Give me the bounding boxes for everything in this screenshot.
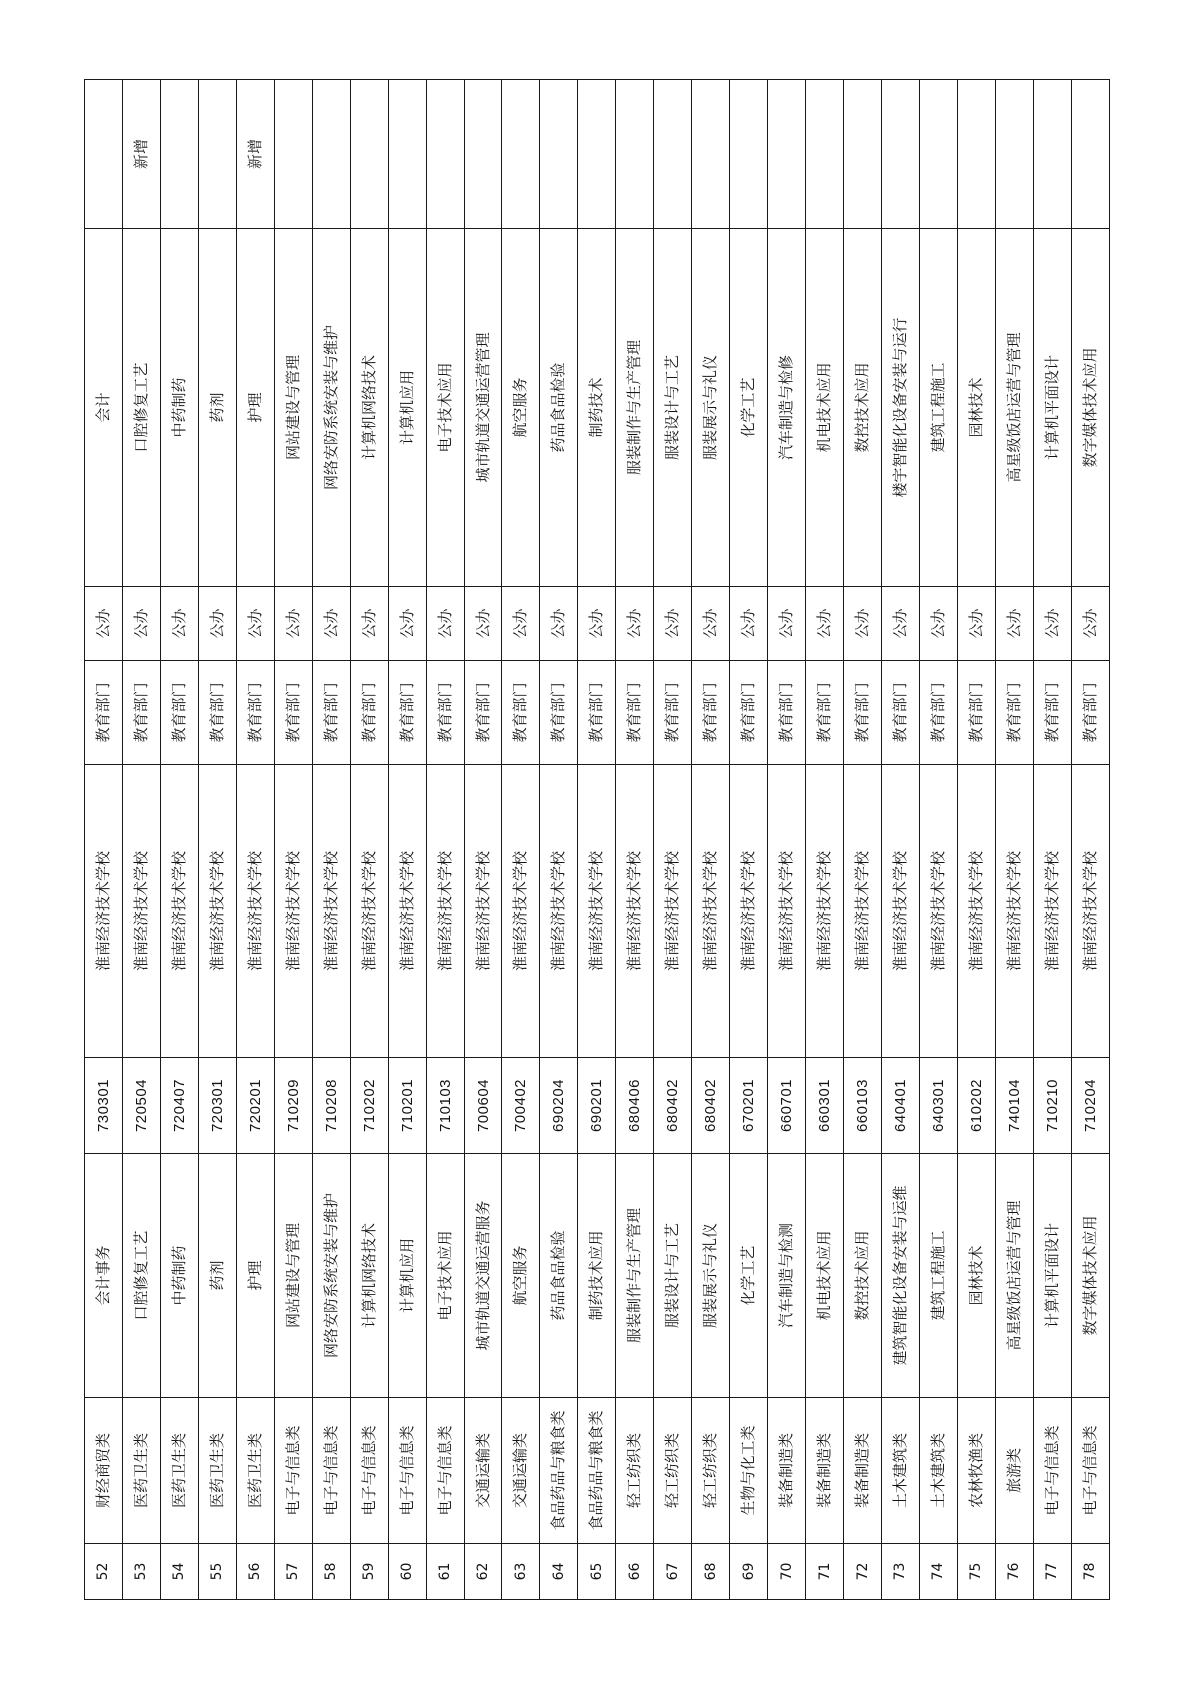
major-name-cell: 护理 [236, 1154, 274, 1398]
category-cell: 交通运输类 [464, 1398, 502, 1544]
table-row [919, 80, 957, 1600]
table-row [236, 80, 274, 1600]
major-name-cell: 制药技术应用 [578, 1154, 616, 1398]
note-cell [957, 80, 995, 229]
note-cell [198, 80, 236, 229]
major-code-cell: 680402 [654, 1058, 692, 1154]
table-row [844, 80, 882, 1600]
major-name-cell: 园林技术 [957, 1154, 995, 1398]
major-code-cell: 660301 [806, 1058, 844, 1154]
row-number: 57 [274, 1544, 312, 1600]
major-name-cell: 建筑智能化设备安装与运维 [882, 1154, 920, 1398]
school-nature-cell: 公办 [882, 587, 920, 661]
higher-major-cell: 制药技术 [578, 229, 616, 587]
note-cell [312, 80, 350, 229]
higher-major-cell: 计算机网络技术 [350, 229, 388, 587]
major-name-cell: 药品食品检验 [540, 1154, 578, 1398]
major-name-cell: 计算机平面设计 [1033, 1154, 1071, 1398]
row-number: 72 [844, 1544, 882, 1600]
note-cell [160, 80, 198, 229]
note-cell [995, 80, 1033, 229]
major-code-cell: 610202 [957, 1058, 995, 1154]
row-number: 71 [806, 1544, 844, 1600]
major-name-cell: 药剂 [198, 1154, 236, 1398]
higher-major-cell: 数控技术应用 [844, 229, 882, 587]
note-cell [919, 80, 957, 229]
category-cell: 医药卫生类 [236, 1398, 274, 1544]
category-cell: 电子与信息类 [312, 1398, 350, 1544]
school-nature-cell: 公办 [1071, 587, 1109, 661]
table-row [540, 80, 578, 1600]
school-nature-cell: 公办 [919, 587, 957, 661]
category-cell: 轻工纺织类 [616, 1398, 654, 1544]
category-cell: 食品药品与粮食类 [540, 1398, 578, 1544]
major-name-cell: 计算机应用 [388, 1154, 426, 1398]
row-number: 70 [768, 1544, 806, 1600]
major-table [84, 79, 1110, 1600]
category-cell: 医药卫生类 [198, 1398, 236, 1544]
higher-major-cell: 机电技术应用 [806, 229, 844, 587]
school-name-cell: 淮南经济技术学校 [730, 765, 768, 1058]
note-cell [1071, 80, 1109, 229]
higher-major-cell: 建筑工程施工 [919, 229, 957, 587]
table-row [350, 80, 388, 1600]
major-code-cell: 710210 [1033, 1058, 1071, 1154]
note-cell [502, 80, 540, 229]
major-code-cell: 730301 [85, 1058, 123, 1154]
school-nature-cell: 公办 [85, 587, 123, 661]
department-cell: 教育部门 [464, 661, 502, 765]
higher-major-cell: 楼宇智能化设备安装与运行 [882, 229, 920, 587]
department-cell: 教育部门 [806, 661, 844, 765]
major-name-cell: 服装制作与生产管理 [616, 1154, 654, 1398]
table-row [122, 80, 160, 1600]
table-row [160, 80, 198, 1600]
department-cell: 教育部门 [160, 661, 198, 765]
higher-major-cell: 数字媒体技术应用 [1071, 229, 1109, 587]
table-row [995, 80, 1033, 1600]
major-name-cell: 建筑工程施工 [919, 1154, 957, 1398]
table-row [882, 80, 920, 1600]
department-cell: 教育部门 [236, 661, 274, 765]
higher-major-cell: 服装制作与生产管理 [616, 229, 654, 587]
department-cell: 教育部门 [957, 661, 995, 765]
school-nature-cell: 公办 [122, 587, 160, 661]
table-row [502, 80, 540, 1600]
school-nature-cell: 公办 [350, 587, 388, 661]
row-number: 53 [122, 1544, 160, 1600]
school-nature-cell: 公办 [426, 587, 464, 661]
row-number: 76 [995, 1544, 1033, 1600]
school-name-cell: 淮南经济技术学校 [160, 765, 198, 1058]
school-name-cell: 淮南经济技术学校 [312, 765, 350, 1058]
note-cell [616, 80, 654, 229]
department-cell: 教育部门 [350, 661, 388, 765]
table-row [654, 80, 692, 1600]
note-cell [464, 80, 502, 229]
table-row [388, 80, 426, 1600]
school-nature-cell: 公办 [388, 587, 426, 661]
category-cell: 装备制造类 [806, 1398, 844, 1544]
category-cell: 轻工纺织类 [654, 1398, 692, 1544]
major-name-cell: 计算机网络技术 [350, 1154, 388, 1398]
major-code-cell: 720407 [160, 1058, 198, 1154]
major-name-cell: 机电技术应用 [806, 1154, 844, 1398]
row-number: 56 [236, 1544, 274, 1600]
row-number: 60 [388, 1544, 426, 1600]
note-cell [692, 80, 730, 229]
category-cell: 装备制造类 [768, 1398, 806, 1544]
school-name-cell: 淮南经济技术学校 [844, 765, 882, 1058]
category-cell: 医药卫生类 [122, 1398, 160, 1544]
note-cell [806, 80, 844, 229]
major-code-cell: 670201 [730, 1058, 768, 1154]
note-cell [388, 80, 426, 229]
table-row [312, 80, 350, 1600]
department-cell: 教育部门 [274, 661, 312, 765]
higher-major-cell: 服装展示与礼仪 [692, 229, 730, 587]
school-name-cell: 淮南经济技术学校 [616, 765, 654, 1058]
note-cell [540, 80, 578, 229]
higher-major-cell: 高星级饭店运营与管理 [995, 229, 1033, 587]
higher-major-cell: 会计 [85, 229, 123, 587]
department-cell: 教育部门 [730, 661, 768, 765]
school-nature-cell: 公办 [995, 587, 1033, 661]
category-cell: 电子与信息类 [388, 1398, 426, 1544]
note-cell [274, 80, 312, 229]
department-cell: 教育部门 [919, 661, 957, 765]
major-code-cell: 680402 [692, 1058, 730, 1154]
major-code-cell: 690204 [540, 1058, 578, 1154]
higher-major-cell: 服装设计与工艺 [654, 229, 692, 587]
higher-major-cell: 电子技术应用 [426, 229, 464, 587]
category-cell: 电子与信息类 [274, 1398, 312, 1544]
school-name-cell: 淮南经济技术学校 [198, 765, 236, 1058]
department-cell: 教育部门 [768, 661, 806, 765]
note-cell [350, 80, 388, 229]
table-row [85, 80, 123, 1600]
department-cell: 教育部门 [122, 661, 160, 765]
school-name-cell: 淮南经济技术学校 [388, 765, 426, 1058]
school-nature-cell: 公办 [768, 587, 806, 661]
rotated-page [84, 80, 1110, 1600]
table-row [1033, 80, 1071, 1600]
table-row [957, 80, 995, 1600]
higher-major-cell: 化学工艺 [730, 229, 768, 587]
school-nature-cell: 公办 [312, 587, 350, 661]
school-name-cell: 淮南经济技术学校 [1033, 765, 1071, 1058]
department-cell: 教育部门 [312, 661, 350, 765]
row-number: 69 [730, 1544, 768, 1600]
school-name-cell: 淮南经济技术学校 [1071, 765, 1109, 1058]
department-cell: 教育部门 [1033, 661, 1071, 765]
major-name-cell: 中药制药 [160, 1154, 198, 1398]
higher-major-cell: 园林技术 [957, 229, 995, 587]
category-cell: 医药卫生类 [160, 1398, 198, 1544]
row-number: 66 [616, 1544, 654, 1600]
school-name-cell: 淮南经济技术学校 [540, 765, 578, 1058]
category-cell: 食品药品与粮食类 [578, 1398, 616, 1544]
higher-major-cell: 中药制药 [160, 229, 198, 587]
department-cell: 教育部门 [844, 661, 882, 765]
table-row [578, 80, 616, 1600]
major-code-cell: 740104 [995, 1058, 1033, 1154]
table-row [806, 80, 844, 1600]
note-cell [730, 80, 768, 229]
higher-major-cell: 网络安防系统安装与维护 [312, 229, 350, 587]
higher-major-cell: 护理 [236, 229, 274, 587]
school-name-cell: 淮南经济技术学校 [350, 765, 388, 1058]
category-cell: 装备制造类 [844, 1398, 882, 1544]
school-nature-cell: 公办 [1033, 587, 1071, 661]
department-cell: 教育部门 [882, 661, 920, 765]
major-name-cell: 服装设计与工艺 [654, 1154, 692, 1398]
row-number: 68 [692, 1544, 730, 1600]
note-cell [426, 80, 464, 229]
table-body [85, 80, 1110, 1600]
major-code-cell: 690201 [578, 1058, 616, 1154]
category-cell: 土木建筑类 [882, 1398, 920, 1544]
table-row [464, 80, 502, 1600]
department-cell: 教育部门 [578, 661, 616, 765]
school-nature-cell: 公办 [540, 587, 578, 661]
school-name-cell: 淮南经济技术学校 [122, 765, 160, 1058]
school-nature-cell: 公办 [502, 587, 540, 661]
table-row [198, 80, 236, 1600]
major-name-cell: 网络安防系统安装与维护 [312, 1154, 350, 1398]
major-code-cell: 720201 [236, 1058, 274, 1154]
major-name-cell: 数字媒体技术应用 [1071, 1154, 1109, 1398]
row-number: 65 [578, 1544, 616, 1600]
major-code-cell: 700402 [502, 1058, 540, 1154]
school-nature-cell: 公办 [236, 587, 274, 661]
row-number: 74 [919, 1544, 957, 1600]
row-number: 75 [957, 1544, 995, 1600]
school-name-cell: 淮南经济技术学校 [85, 765, 123, 1058]
school-name-cell: 淮南经济技术学校 [768, 765, 806, 1058]
school-name-cell: 淮南经济技术学校 [806, 765, 844, 1058]
school-nature-cell: 公办 [274, 587, 312, 661]
school-name-cell: 淮南经济技术学校 [236, 765, 274, 1058]
major-code-cell: 710201 [388, 1058, 426, 1154]
row-number: 61 [426, 1544, 464, 1600]
major-code-cell: 640401 [882, 1058, 920, 1154]
school-nature-cell: 公办 [957, 587, 995, 661]
school-name-cell: 淮南经济技术学校 [426, 765, 464, 1058]
table-row [616, 80, 654, 1600]
table-row [768, 80, 806, 1600]
row-number: 59 [350, 1544, 388, 1600]
school-name-cell: 淮南经济技术学校 [919, 765, 957, 1058]
department-cell: 教育部门 [540, 661, 578, 765]
higher-major-cell: 口腔修复工艺 [122, 229, 160, 587]
school-nature-cell: 公办 [578, 587, 616, 661]
category-cell: 电子与信息类 [1033, 1398, 1071, 1544]
category-cell: 电子与信息类 [350, 1398, 388, 1544]
higher-major-cell: 计算机应用 [388, 229, 426, 587]
row-number: 55 [198, 1544, 236, 1600]
major-code-cell: 710208 [312, 1058, 350, 1154]
higher-major-cell: 药剂 [198, 229, 236, 587]
department-cell: 教育部门 [1071, 661, 1109, 765]
school-nature-cell: 公办 [464, 587, 502, 661]
row-number: 73 [882, 1544, 920, 1600]
department-cell: 教育部门 [388, 661, 426, 765]
table-row [426, 80, 464, 1600]
department-cell: 教育部门 [654, 661, 692, 765]
school-nature-cell: 公办 [806, 587, 844, 661]
table-row [1071, 80, 1109, 1600]
school-nature-cell: 公办 [198, 587, 236, 661]
school-nature-cell: 公办 [692, 587, 730, 661]
category-cell: 农林牧渔类 [957, 1398, 995, 1544]
major-name-cell: 口腔修复工艺 [122, 1154, 160, 1398]
school-name-cell: 淮南经济技术学校 [274, 765, 312, 1058]
higher-major-cell: 网站建设与管理 [274, 229, 312, 587]
major-code-cell: 660701 [768, 1058, 806, 1154]
department-cell: 教育部门 [616, 661, 654, 765]
department-cell: 教育部门 [198, 661, 236, 765]
note-cell [1033, 80, 1071, 229]
school-nature-cell: 公办 [654, 587, 692, 661]
school-name-cell: 淮南经济技术学校 [578, 765, 616, 1058]
school-name-cell: 淮南经济技术学校 [502, 765, 540, 1058]
row-number: 54 [160, 1544, 198, 1600]
higher-major-cell: 城市轨道交通运营管理 [464, 229, 502, 587]
note-cell [654, 80, 692, 229]
row-number: 64 [540, 1544, 578, 1600]
school-name-cell: 淮南经济技术学校 [957, 765, 995, 1058]
major-name-cell: 汽车制造与检测 [768, 1154, 806, 1398]
note-cell: 新增 [236, 80, 274, 229]
major-name-cell: 高星级饭店运营与管理 [995, 1154, 1033, 1398]
row-number: 77 [1033, 1544, 1071, 1600]
major-name-cell: 航空服务 [502, 1154, 540, 1398]
school-name-cell: 淮南经济技术学校 [654, 765, 692, 1058]
major-name-cell: 化学工艺 [730, 1154, 768, 1398]
school-nature-cell: 公办 [730, 587, 768, 661]
category-cell: 旅游类 [995, 1398, 1033, 1544]
major-code-cell: 720301 [198, 1058, 236, 1154]
note-cell [85, 80, 123, 229]
department-cell: 教育部门 [692, 661, 730, 765]
department-cell: 教育部门 [995, 661, 1033, 765]
major-name-cell: 城市轨道交通运营服务 [464, 1154, 502, 1398]
row-number: 78 [1071, 1544, 1109, 1600]
major-code-cell: 700604 [464, 1058, 502, 1154]
table-row [274, 80, 312, 1600]
school-name-cell: 淮南经济技术学校 [464, 765, 502, 1058]
higher-major-cell: 计算机平面设计 [1033, 229, 1071, 587]
note-cell [844, 80, 882, 229]
category-cell: 交通运输类 [502, 1398, 540, 1544]
school-nature-cell: 公办 [160, 587, 198, 661]
major-code-cell: 710103 [426, 1058, 464, 1154]
category-cell: 财经商贸类 [85, 1398, 123, 1544]
major-code-cell: 660103 [844, 1058, 882, 1154]
category-cell: 电子与信息类 [1071, 1398, 1109, 1544]
category-cell: 轻工纺织类 [692, 1398, 730, 1544]
row-number: 67 [654, 1544, 692, 1600]
major-name-cell: 电子技术应用 [426, 1154, 464, 1398]
major-code-cell: 710202 [350, 1058, 388, 1154]
higher-major-cell: 航空服务 [502, 229, 540, 587]
major-name-cell: 数控技术应用 [844, 1154, 882, 1398]
category-cell: 生物与化工类 [730, 1398, 768, 1544]
school-name-cell: 淮南经济技术学校 [882, 765, 920, 1058]
category-cell: 电子与信息类 [426, 1398, 464, 1544]
school-nature-cell: 公办 [844, 587, 882, 661]
row-number: 52 [85, 1544, 123, 1600]
major-code-cell: 710209 [274, 1058, 312, 1154]
note-cell: 新增 [122, 80, 160, 229]
school-name-cell: 淮南经济技术学校 [692, 765, 730, 1058]
note-cell [882, 80, 920, 229]
major-code-cell: 680406 [616, 1058, 654, 1154]
table-row [730, 80, 768, 1600]
note-cell [768, 80, 806, 229]
higher-major-cell: 药品食品检验 [540, 229, 578, 587]
category-cell: 土木建筑类 [919, 1398, 957, 1544]
school-name-cell: 淮南经济技术学校 [995, 765, 1033, 1058]
school-nature-cell: 公办 [616, 587, 654, 661]
major-code-cell: 720504 [122, 1058, 160, 1154]
row-number: 63 [502, 1544, 540, 1600]
major-name-cell: 会计事务 [85, 1154, 123, 1398]
major-name-cell: 网站建设与管理 [274, 1154, 312, 1398]
department-cell: 教育部门 [426, 661, 464, 765]
higher-major-cell: 汽车制造与检修 [768, 229, 806, 587]
major-name-cell: 服装展示与礼仪 [692, 1154, 730, 1398]
row-number: 58 [312, 1544, 350, 1600]
major-code-cell: 710204 [1071, 1058, 1109, 1154]
note-cell [578, 80, 616, 229]
department-cell: 教育部门 [502, 661, 540, 765]
department-cell: 教育部门 [85, 661, 123, 765]
row-number: 62 [464, 1544, 502, 1600]
major-code-cell: 640301 [919, 1058, 957, 1154]
table-row [692, 80, 730, 1600]
